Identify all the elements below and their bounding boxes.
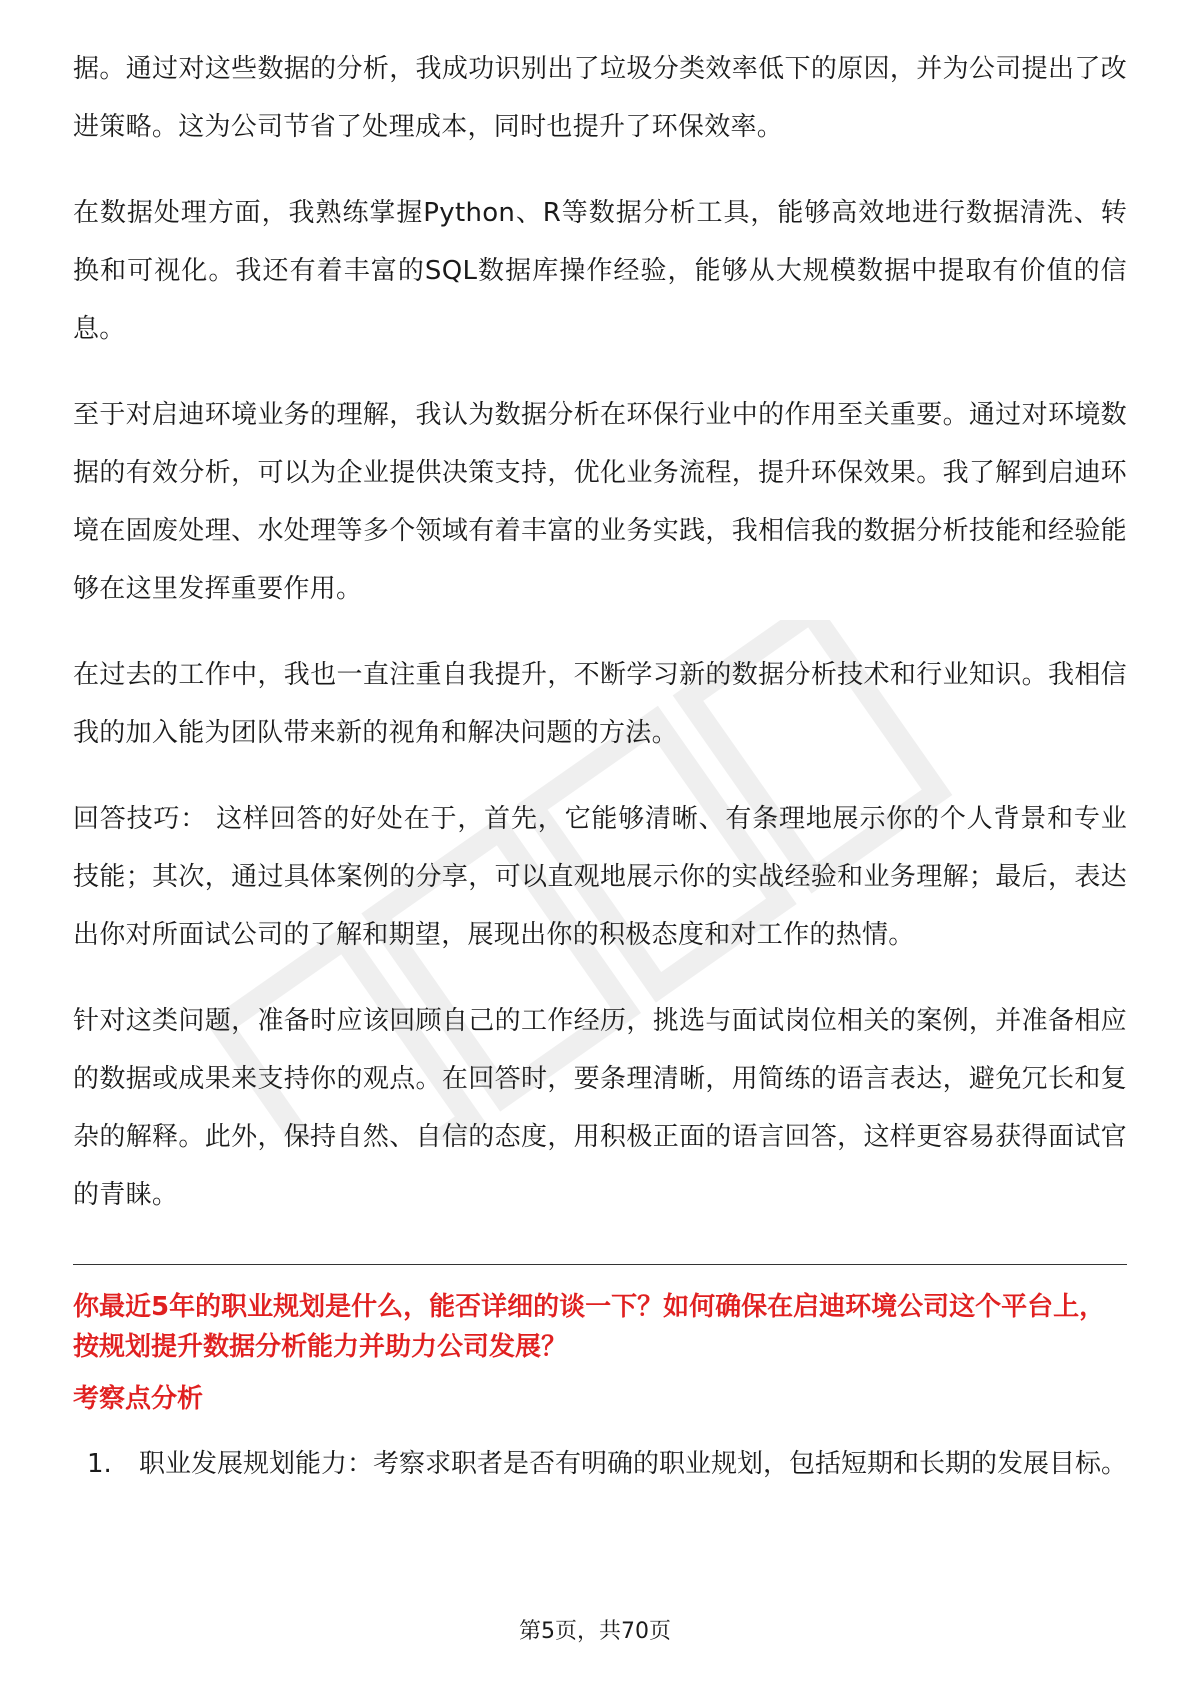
analysis-heading: 考察点分析 [73, 1384, 204, 1414]
paragraph: 至于对启迪环境业务的理解，我认为数据分析在环保行业中的作用至关重要。通过对环境数据的有效分析，可以为企业提供决策支持，优化业务流程，提升环保效果。我了解到启迪环境在固废处理、水处理等多个领域有着丰富的业务实践，我相信我的数据分析技能和经验能够在这里发挥重要作用。 [73, 400, 1127, 604]
analysis-list [73, 1435, 1127, 1493]
paragraph: 据。通过对这些数据的分析，我成功识别出了垃圾分类效率低下的原因，并为公司提出了改进策略。这为公司节省了处理成本，同时也提升了环保效率。 [73, 54, 1127, 142]
paragraph: 针对这类问题，准备时应该回顾自己的工作经历，挑选与面试岗位相关的案例，并准备相应的数据或成果来支持你的观点。在回答时，要条理清晰，用简练的语言表达，避免冗长和复杂的解释。此外，保持自然、自信的态度，用积极正面的语言回答，这样更容易获得面试官的青睐。 [73, 1006, 1127, 1210]
paragraph: 在过去的工作中，我也一直注重自我提升，不断学习新的数据分析技术和行业知识。我相信我的加入能为团队带来新的视角和解决问题的方法。 [73, 660, 1127, 748]
list-item-number: 1. [87, 1449, 112, 1479]
page-number-footer: 第5页，共70页 [519, 1619, 671, 1644]
list-item-text: 职业发展规划能力：考察求职者是否有明确的职业规划，包括短期和长期的发展目标。 [139, 1449, 1128, 1479]
list-item [73, 1435, 1127, 1493]
answer-tips-paragraph: 回答技巧： 这样回答的好处在于，首先，它能够清晰、有条理地展示你的个人背景和专业技能；其次，通过具体案例的分享，可以直观地展示你的实战经验和业务理解；最后，表达出你对所面试公司的了解和期望，展现出你的积极态度和对工作的热情。 [73, 804, 1127, 950]
question-heading: 你最近5年的职业规划是什么，能否详细的谈一下？如何确保在启迪环境公司这个平台上，按规划提升数据分析能力并助力公司发展？ [73, 1292, 1106, 1362]
paragraph: 在数据处理方面，我熟练掌握Python、R等数据分析工具，能够高效地进行数据清洗、转换和可视化。我还有着丰富的SQL数据库操作经验，能够从大规模数据中提取有价值的信息。 [73, 198, 1127, 344]
page-content [73, 40, 1127, 1493]
